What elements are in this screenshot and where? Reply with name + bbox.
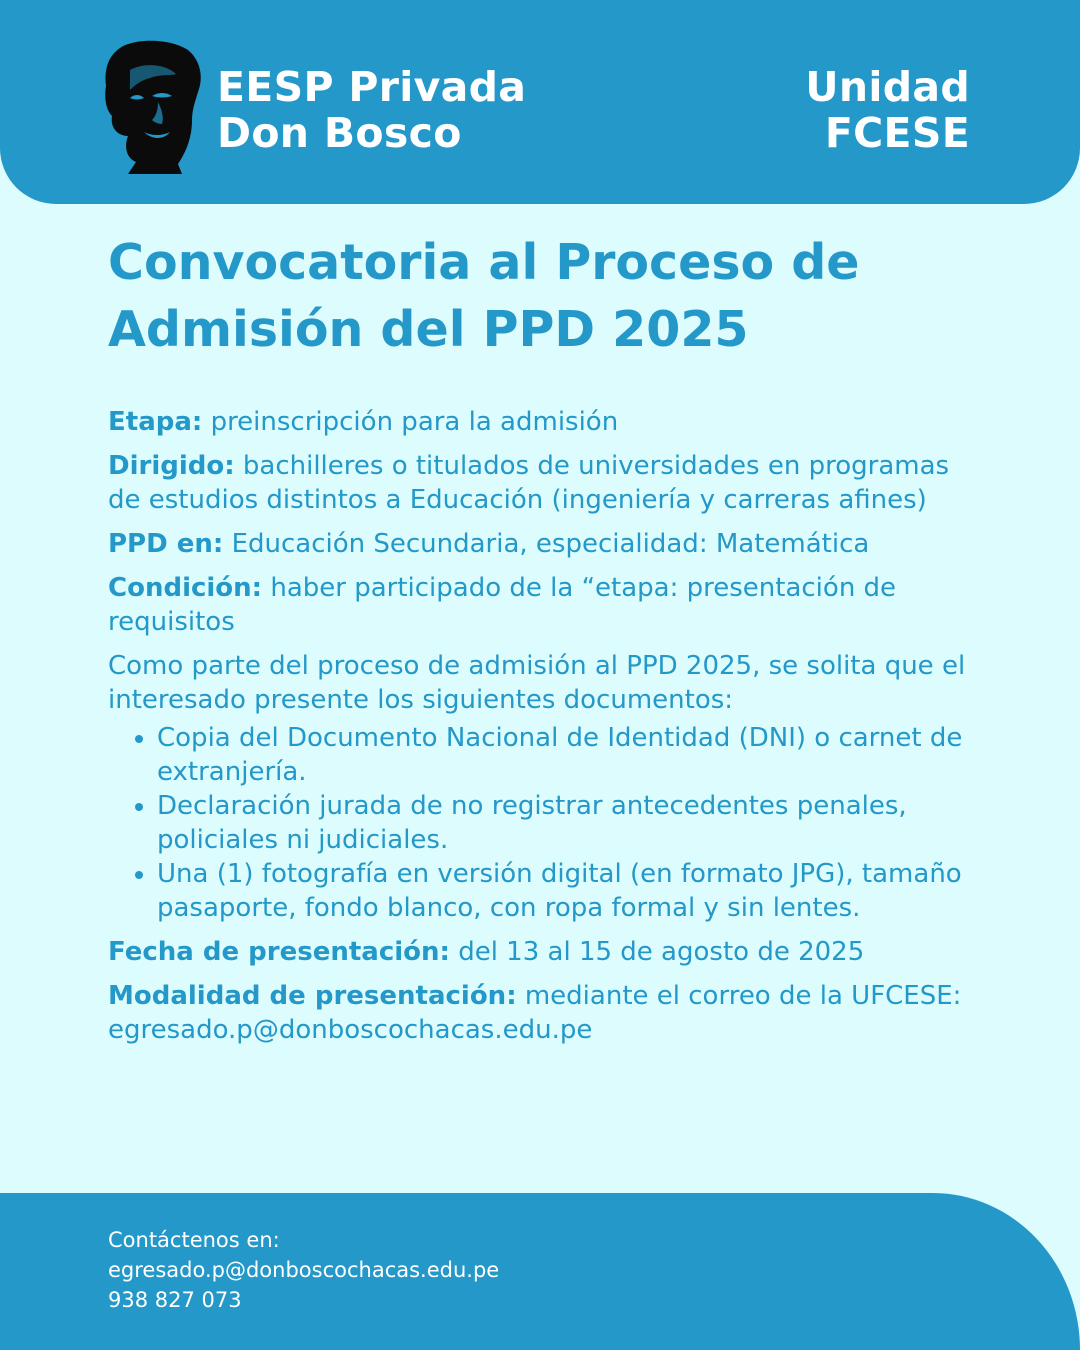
documents-list	[108, 721, 988, 925]
title-line-2: Admisión del PPD 2025	[108, 301, 749, 358]
ppd-label: PPD en:	[108, 529, 224, 559]
etapa-label: Etapa:	[108, 407, 203, 437]
contact-email: egresado.p@donboscochacas.edu.pe	[108, 1258, 500, 1282]
modalidad-label: Modalidad de presentación:	[108, 981, 517, 1011]
school-name	[217, 64, 526, 156]
condicion-value: haber participado de la “etapa: presentación de requisitos	[108, 573, 897, 637]
announcement-content	[108, 229, 988, 1057]
document-item: • Declaración jurada de no registrar antecedentes penales, policiales ni judiciales.	[157, 789, 988, 857]
fecha-field	[108, 935, 988, 969]
header-banner	[0, 0, 1080, 204]
modalidad-value: mediante el correo de la UFCESE: egresado.p@donboscochacas.edu.pe	[108, 981, 962, 1045]
etapa-value: preinscripción para la admisión	[210, 407, 619, 437]
footer-banner	[0, 1193, 1080, 1350]
contact-label: Contáctenos en:	[108, 1228, 280, 1252]
documents-intro: Como parte del proceso de admisión al PPD 2025, se solita que el interesado presente los siguientes documentos:	[108, 651, 966, 715]
ppd-field	[108, 527, 988, 561]
modalidad-field	[108, 979, 988, 1047]
fecha-label: Fecha de presentación:	[108, 937, 450, 967]
contact-info	[108, 1225, 499, 1315]
school-name-line-2: Don Bosco	[217, 109, 462, 157]
unit-name	[805, 64, 970, 156]
ppd-value: Educación Secundaria, especialidad: Matemática	[231, 529, 870, 559]
school-name-line-1: EESP Privada	[217, 63, 527, 111]
fecha-value: del 13 al 15 de agosto de 2025	[458, 937, 865, 967]
don-bosco-portrait-icon	[100, 40, 206, 174]
etapa-field	[108, 405, 988, 439]
document-item: • Copia del Documento Nacional de Identidad (DNI) o carnet de extranjería.	[157, 721, 988, 789]
condicion-label: Condición:	[108, 573, 263, 603]
unit-name-line-2: FCESE	[824, 109, 970, 157]
document-item: • Una (1) fotografía en versión digital (en formato JPG), tamaño pasaporte, fondo blanco, con ropa formal y sin lentes.	[157, 857, 988, 925]
title-line-1: Convocatoria al Proceso de	[108, 234, 860, 291]
condicion-field	[108, 571, 988, 639]
dirigido-label: Dirigido:	[108, 451, 235, 481]
contact-phone: 938 827 073	[108, 1288, 242, 1312]
unit-name-line-1: Unidad	[805, 63, 970, 111]
announcement-title	[108, 229, 988, 363]
dirigido-field	[108, 449, 988, 517]
dirigido-value: bachilleres o titulados de universidades en programas de estudios distintos a Educación (ingeniería y carreras afines)	[108, 451, 950, 515]
